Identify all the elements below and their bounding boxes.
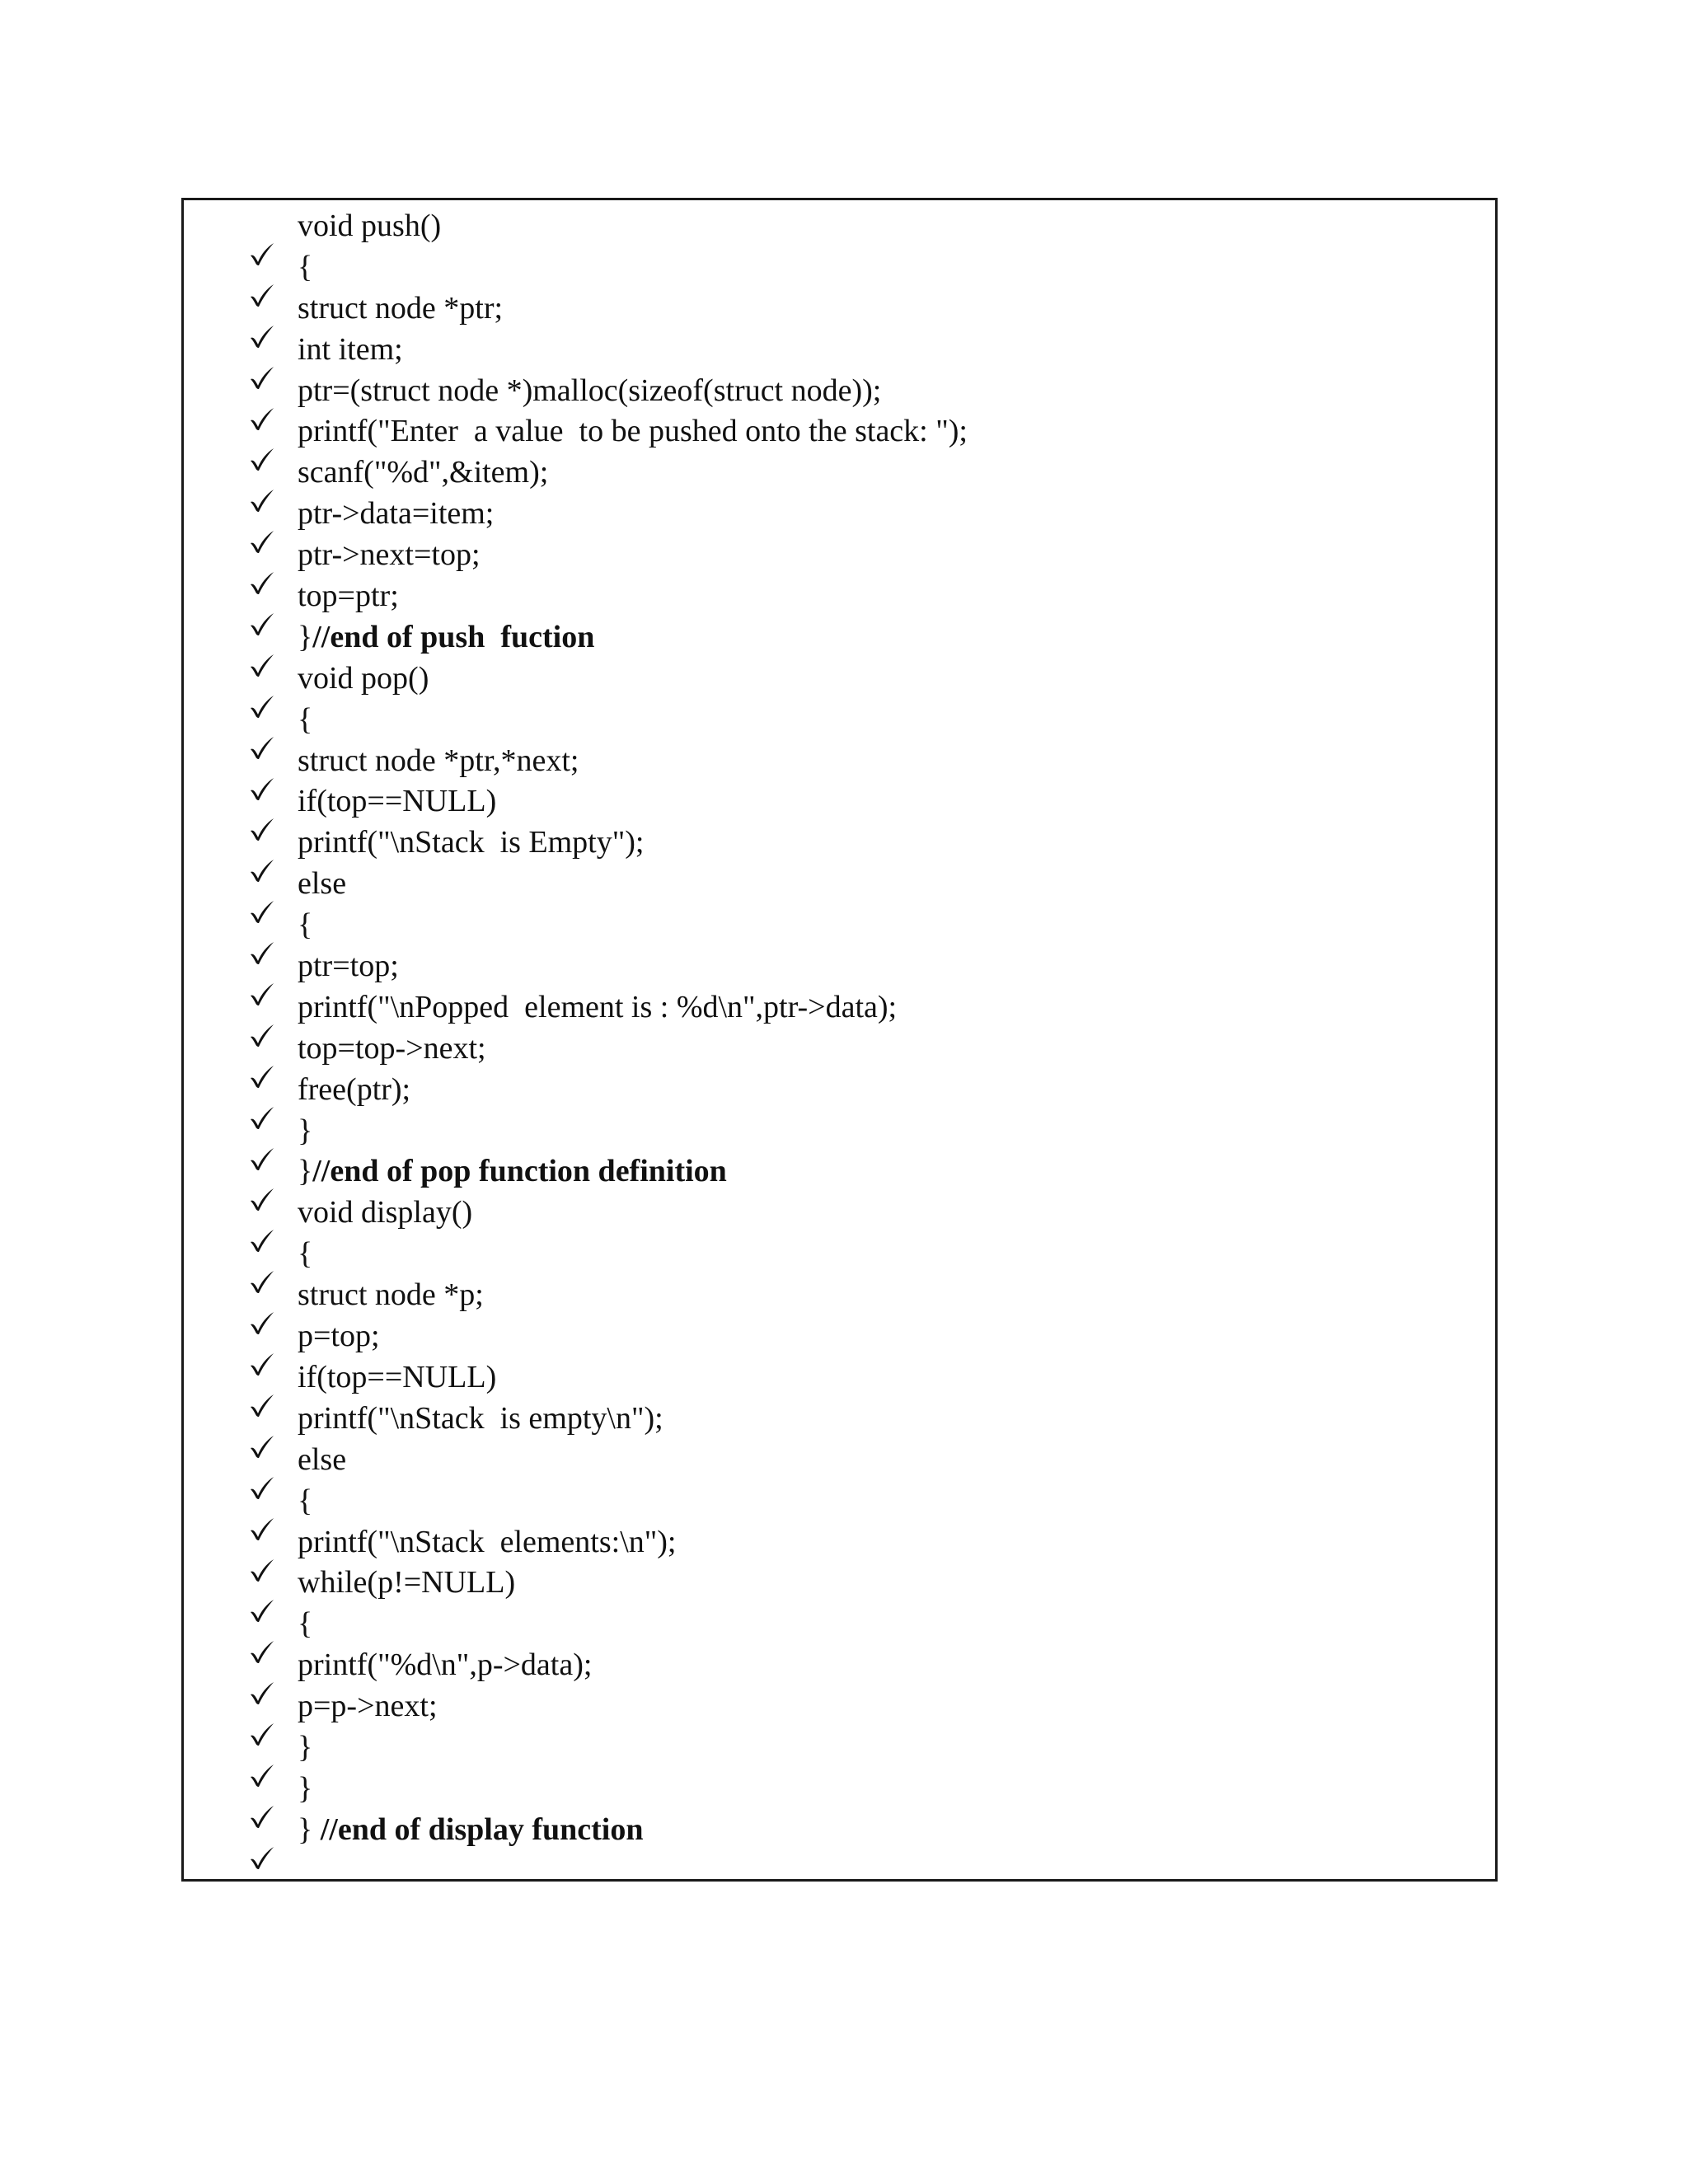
check-mark-icon <box>248 1197 276 1225</box>
code-text <box>298 824 644 860</box>
code-text <box>298 1688 438 1724</box>
code-text <box>298 1235 312 1272</box>
code-statement: { <box>298 701 313 737</box>
code-text <box>298 865 346 902</box>
check-mark-icon <box>248 1320 276 1348</box>
code-text <box>298 331 403 368</box>
code-line <box>184 904 1495 945</box>
code-text <box>298 1359 496 1395</box>
check-mark-icon <box>248 293 276 321</box>
code-line <box>184 1644 1495 1685</box>
code-line <box>184 1151 1495 1192</box>
code-text <box>298 1194 472 1230</box>
code-statement: void push() <box>298 209 442 243</box>
code-statement: free(ptr); <box>298 1071 411 1107</box>
check-mark-icon <box>248 375 276 403</box>
check-mark-icon <box>248 210 276 238</box>
code-text <box>298 1564 515 1601</box>
check-mark-icon <box>248 498 276 526</box>
check-mark-icon <box>248 827 276 855</box>
code-line <box>184 493 1495 534</box>
check-mark-icon <box>248 1444 276 1472</box>
check-mark-icon <box>248 334 276 362</box>
check-mark-icon <box>248 1238 276 1266</box>
code-line <box>184 1233 1495 1274</box>
code-statement: } <box>298 1113 313 1148</box>
check-mark-icon <box>248 950 276 978</box>
code-statement: void pop() <box>298 660 429 696</box>
code-line <box>184 822 1495 863</box>
code-statement: } <box>298 1729 313 1765</box>
code-line <box>184 1315 1495 1357</box>
code-statement: { <box>298 1606 313 1642</box>
code-line <box>184 1398 1495 1439</box>
check-mark-icon <box>248 1773 276 1801</box>
check-mark-icon <box>248 251 276 279</box>
check-mark-icon <box>248 1115 276 1143</box>
code-text <box>298 1605 312 1642</box>
code-text <box>298 537 481 573</box>
check-mark-icon <box>248 1732 276 1760</box>
code-statement: ptr=(struct node *)malloc(sizeof(struct node)); <box>298 373 882 408</box>
code-line <box>184 1685 1495 1727</box>
code-text <box>298 454 548 490</box>
code-line <box>184 699 1495 740</box>
code-comment: //end of push fuction <box>312 619 595 654</box>
code-statement: printf("Enter a value to be pushed onto the stack: "); <box>298 414 968 449</box>
code-listing-box <box>181 198 1498 1882</box>
code-line <box>184 1603 1495 1644</box>
code-text <box>298 1647 592 1683</box>
code-line <box>184 1439 1495 1480</box>
code-statement: top=ptr; <box>298 579 399 614</box>
code-line <box>184 1521 1495 1563</box>
code-line <box>184 945 1495 987</box>
code-statement: int item; <box>298 331 403 367</box>
check-mark-icon <box>248 1567 276 1595</box>
check-mark-icon <box>248 745 276 773</box>
code-line <box>184 452 1495 493</box>
code-statement: top=top->next; <box>298 1030 486 1066</box>
code-statement: void display() <box>298 1195 473 1230</box>
code-text <box>298 743 579 779</box>
code-line <box>184 410 1495 452</box>
code-statement: printf("%d\n",p->data); <box>298 1647 593 1683</box>
code-statement: { <box>298 249 313 284</box>
check-mark-icon <box>248 1403 276 1431</box>
check-mark-icon <box>248 785 276 813</box>
code-statement: } <box>298 619 313 654</box>
code-text <box>298 1811 643 1848</box>
code-line <box>184 616 1495 658</box>
code-line <box>184 658 1495 699</box>
code-text <box>298 1441 346 1478</box>
code-text <box>298 1729 312 1765</box>
code-statement: struct node *ptr,*next; <box>298 743 579 778</box>
check-mark-icon <box>248 1279 276 1307</box>
code-statement: while(p!=NULL) <box>298 1565 516 1601</box>
code-text <box>298 413 968 449</box>
code-statement: { <box>298 1483 313 1518</box>
code-text <box>298 495 494 532</box>
code-statement: ptr->next=top; <box>298 537 481 573</box>
code-text <box>298 989 897 1025</box>
code-text <box>298 907 312 943</box>
code-statement: if(top==NULL) <box>298 1359 497 1394</box>
code-line <box>184 534 1495 575</box>
check-mark-icon <box>248 868 276 896</box>
code-statement: struct node *ptr; <box>298 290 504 326</box>
code-line <box>184 575 1495 616</box>
code-text <box>298 1153 727 1189</box>
code-text <box>298 948 399 984</box>
code-text <box>298 783 496 819</box>
code-line <box>184 1110 1495 1151</box>
code-text <box>298 1318 380 1354</box>
check-mark-icon <box>248 580 276 608</box>
code-text <box>298 619 594 655</box>
code-text <box>298 1030 486 1066</box>
code-text <box>298 1113 312 1149</box>
code-text <box>298 1400 663 1436</box>
check-mark-icon <box>248 1526 276 1554</box>
code-line <box>184 1274 1495 1315</box>
check-mark-icon <box>248 415 276 443</box>
check-mark-icon <box>248 991 276 1019</box>
code-statement: printf("\nStack is empty\n"); <box>298 1400 663 1436</box>
code-text <box>298 208 441 244</box>
code-statement: } <box>298 1811 321 1847</box>
check-mark-icon <box>248 1074 276 1102</box>
code-line <box>184 1357 1495 1398</box>
code-text <box>298 1277 484 1313</box>
code-line <box>184 246 1495 288</box>
code-statement: else <box>298 866 347 902</box>
code-statement: else <box>298 1441 347 1477</box>
check-mark-icon <box>248 1361 276 1390</box>
code-line <box>184 1069 1495 1110</box>
code-statement: printf("\nPopped element is : %d\n",ptr->data); <box>298 989 898 1024</box>
code-text <box>298 701 312 738</box>
code-line <box>184 1562 1495 1603</box>
code-line <box>184 987 1495 1028</box>
code-statement: } <box>298 1154 313 1189</box>
code-text <box>298 290 503 326</box>
code-line <box>184 863 1495 904</box>
code-line <box>184 1028 1495 1069</box>
code-text <box>298 1483 312 1519</box>
code-statement: p=top; <box>298 1319 380 1354</box>
code-statement: printf("\nStack elements:\n"); <box>298 1524 677 1559</box>
code-text <box>298 1524 676 1560</box>
code-statement: { <box>298 907 313 943</box>
check-mark-icon <box>248 1608 276 1636</box>
code-statement: ptr->data=item; <box>298 496 495 532</box>
code-statement: if(top==NULL) <box>298 784 497 819</box>
check-mark-icon <box>248 1690 276 1718</box>
code-line <box>184 1727 1495 1768</box>
code-text <box>298 1770 312 1807</box>
code-text <box>298 660 429 696</box>
code-comment: //end of display function <box>320 1811 644 1847</box>
code-line <box>184 1809 1495 1850</box>
code-line <box>184 1480 1495 1521</box>
code-statement: { <box>298 1236 313 1272</box>
code-line <box>184 329 1495 370</box>
code-line <box>184 205 1495 246</box>
check-mark-icon <box>248 1033 276 1061</box>
check-mark-icon <box>248 909 276 937</box>
check-mark-icon <box>248 1814 276 1842</box>
check-mark-icon <box>248 1649 276 1677</box>
code-line <box>184 1768 1495 1809</box>
code-statement: printf("\nStack is Empty"); <box>298 825 645 860</box>
code-statement: scanf("%d",&item); <box>298 455 549 490</box>
code-line <box>184 780 1495 822</box>
code-text <box>298 249 312 285</box>
code-line <box>184 288 1495 329</box>
check-mark-icon <box>248 539 276 567</box>
code-line <box>184 370 1495 411</box>
code-statement: struct node *p; <box>298 1277 484 1313</box>
code-line-list <box>184 205 1495 1850</box>
check-mark-icon <box>248 621 276 649</box>
check-mark-icon <box>248 704 276 732</box>
code-text <box>298 578 399 614</box>
code-line <box>184 1192 1495 1233</box>
check-mark-icon <box>248 663 276 691</box>
code-line <box>184 740 1495 781</box>
code-text <box>298 1071 410 1108</box>
code-comment: //end of pop function definition <box>312 1154 727 1189</box>
check-mark-icon <box>248 1485 276 1513</box>
check-mark-icon <box>248 457 276 485</box>
code-statement: } <box>298 1770 313 1806</box>
code-statement: p=p->next; <box>298 1689 438 1724</box>
check-mark-icon <box>248 1155 276 1183</box>
code-text <box>298 373 881 409</box>
code-statement: ptr=top; <box>298 949 399 984</box>
